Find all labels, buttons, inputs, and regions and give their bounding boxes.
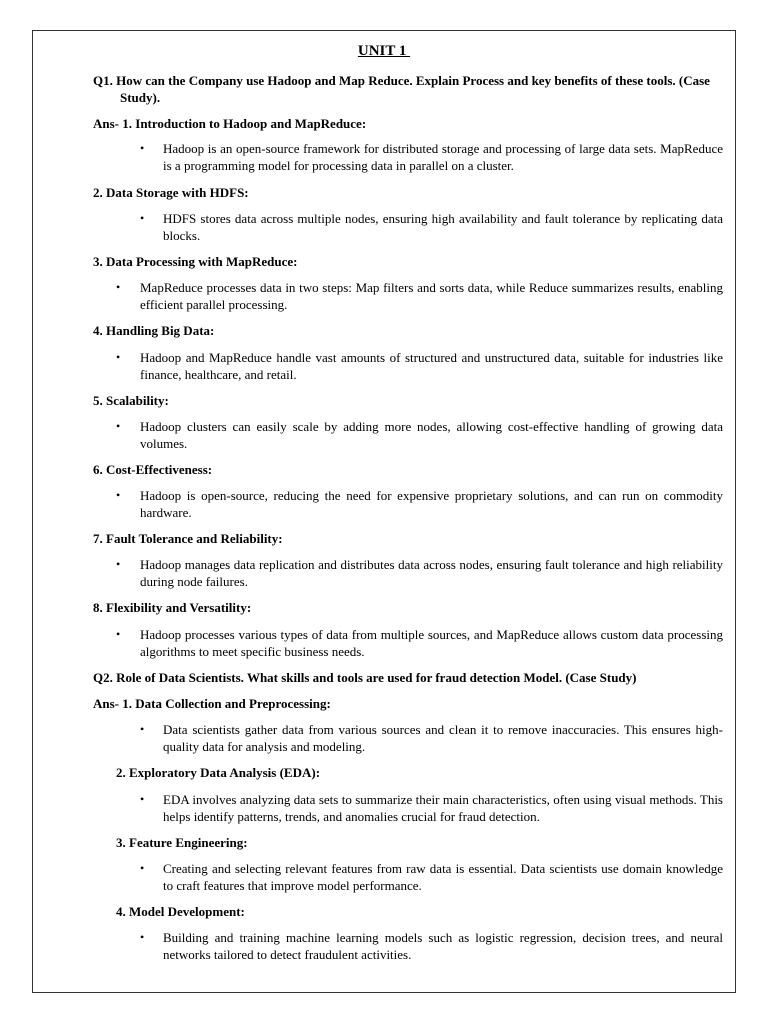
section-heading: Ans- 1. Introduction to Hadoop and MapReduce: (93, 116, 367, 131)
bullet-text: Hadoop processes various types of data from multiple sources, and MapReduce allows custom data processing algorithms to meet specific business needs. (140, 627, 723, 659)
bullet-text: Hadoop is an open-source framework for distributed storage and processing of large data sets. MapReduce is a programming model for processing data in parallel on a cluster. (163, 141, 723, 173)
section-heading: 5. Scalability: (93, 393, 169, 408)
bullet-marker: • (116, 557, 121, 571)
bullet-text: Data scientists gather data from various sources and clean it to remove inaccuracies. This ensures high-quality data for analysis and modeling. (163, 722, 723, 754)
bullet-marker: • (140, 211, 145, 225)
bullet-marker: • (116, 419, 121, 433)
question-1: Q1. How can the Company use Hadoop and Map Reduce. Explain Process and key benefits of these tools. (Case Study). (93, 73, 710, 105)
bullet-marker: • (116, 280, 121, 294)
page-title: UNIT 1 (357, 43, 411, 59)
bullet-marker: • (140, 792, 145, 806)
bullet-text: Hadoop clusters can easily scale by adding more nodes, allowing cost-effective handling of growing data volumes. (140, 419, 723, 451)
bullet-text: Hadoop is open-source, reducing the need for expensive proprietary solutions, and can run on commodity hardware. (140, 488, 723, 520)
section-heading: Ans- 1. Data Collection and Preprocessing: (93, 696, 331, 711)
bullet-text: Building and training machine learning models such as logistic regression, decision trees, and neural networks tailored to detect fraudulent activities. (163, 930, 723, 962)
section-heading: 4. Model Development: (116, 904, 245, 919)
section-heading: 8. Flexibility and Versatility: (93, 600, 252, 615)
bullet-marker: • (116, 627, 121, 641)
bullet-marker: • (116, 488, 121, 502)
bullet-marker: • (140, 930, 145, 944)
section-heading: 3. Feature Engineering: (116, 835, 248, 850)
section-heading: 4. Handling Big Data: (93, 323, 215, 338)
section-heading: 6. Cost-Effectiveness: (93, 462, 213, 477)
section-heading: 2. Data Storage with HDFS: (93, 185, 249, 200)
bullet-marker: • (140, 141, 145, 155)
section-heading: 2. Exploratory Data Analysis (EDA): (116, 765, 321, 780)
bullet-text: Hadoop and MapReduce handle vast amounts of structured and unstructured data, suitable for industries like finance, healthcare, and retail. (140, 350, 723, 382)
bullet-text: Hadoop manages data replication and distributes data across nodes, ensuring fault tolerance and high reliability during node failures. (140, 557, 723, 589)
bullet-text: Creating and selecting relevant features from raw data is essential. Data scientists use domain knowledge to craft features that improve model performance. (163, 861, 723, 893)
bullet-text: MapReduce processes data in two steps: Map filters and sorts data, while Reduce summarizes results, enabling efficient parallel processing. (140, 280, 723, 312)
bullet-marker: • (140, 722, 145, 736)
bullet-text: HDFS stores data across multiple nodes, ensuring high availability and fault tolerance by replicating data blocks. (163, 211, 723, 243)
question-2: Q2. Role of Data Scientists. What skills and tools are used for fraud detection Model. (Case Study) (93, 670, 637, 685)
bullet-text: EDA involves analyzing data sets to summarize their main characteristics, often using visual methods. This helps identify patterns, trends, and anomalies crucial for fraud detection. (163, 792, 723, 824)
section-heading: 7. Fault Tolerance and Reliability: (93, 531, 283, 546)
bullet-marker: • (116, 350, 121, 364)
section-heading: 3. Data Processing with MapReduce: (93, 254, 298, 269)
bullet-marker: • (140, 861, 145, 875)
